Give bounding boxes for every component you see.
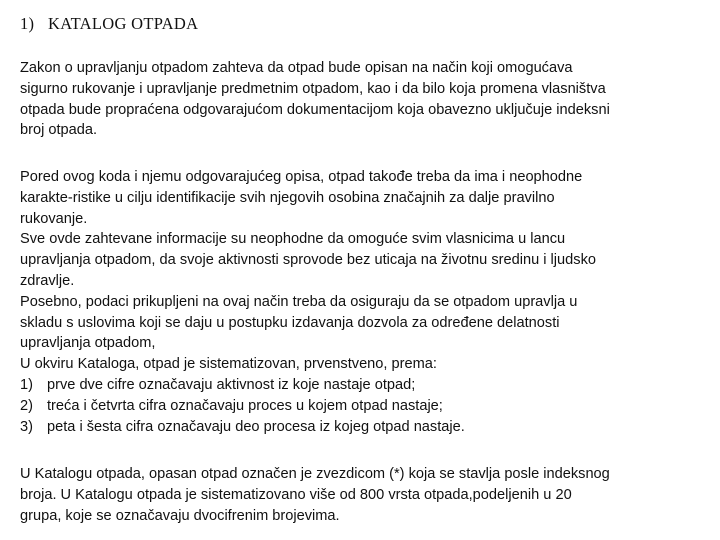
text-line: Sve ovde zahtevane informacije su neophodne da omoguće svim vlasnicima u lancu [20,231,566,248]
text-line: sigurno rukovanje i upravljanje predmetnim otpadom, kao i da bilo koja promena vlasništva [20,80,606,97]
text-line: grupa, koje se označavaju dvocifrenim brojevima. [20,507,340,524]
list-item-text: treća i četvrta cifra označavaju proces u kojem otpad nastaje; [47,397,443,414]
text-line: Pored ovog koda i njemu odgovarajućeg opisa, otpad takođe treba da ima i neophodne [20,169,583,185]
heading-title: KATALOG OTPADA [48,14,199,33]
text-line: broja. U Katalogu otpada je sistematizovano više od 800 vrsta otpada,podeljenih u 20 [20,486,572,503]
text-line: rukovanje. [20,210,88,227]
list-item-number: 3) [20,418,33,435]
text-line: skladu s uslovima koji se daju u postupku izdavanja dozvola za određene delatnosti [20,314,560,331]
list-item-number: 1) [20,376,33,393]
text-line: Zakon o upravljanju otpadom zahteva da otpad bude opisan na način koji omogućava [20,60,573,76]
text-line: U okviru Kataloga, otpad je sistematizovan, prvenstveno, prema: [20,356,437,373]
list-item-number: 2) [20,397,33,414]
text-line: Posebno, podaci prikupljeni na ovaj način treba da osiguraju da se otpadom upravlja u [20,293,578,310]
text-line: upravljanja otpadom, [20,335,156,352]
list-item-text: peta i šesta cifra označavaju deo procesa iz kojeg otpad nastaje. [47,418,465,435]
heading-number: 1) [20,14,35,33]
list-item [20,375,710,396]
paragraph-catalog-summary [20,464,710,526]
text-line: upravljanja otpadom, da svoje aktivnosti sprovode bez uticaja na životnu sredinu i ljudsko [20,252,596,269]
list-item [20,396,710,417]
section-heading [20,14,198,34]
paragraph-intro [20,58,710,141]
text-line: zdravlje. [20,272,75,289]
numbered-list [20,375,710,437]
list-item-text: prve dve cifre označavaju aktivnost iz koje nastaje otpad; [47,376,416,393]
paragraph-details [20,167,710,437]
list-item [20,417,710,438]
text-line: karakte-ristike u cilju identifikacije svih njegovih osobina značajnih za dalje pravilno [20,189,555,206]
text-line: otpada bude propraćena odgovarajućom dokumentacijom koja obavezno uključuje indeksni [20,101,610,118]
text-line: U Katalogu otpada, opasan otpad označen je zvezdicom (*) koja se stavlja posle indeksnog [20,466,610,482]
text-line: broj otpada. [20,122,98,139]
